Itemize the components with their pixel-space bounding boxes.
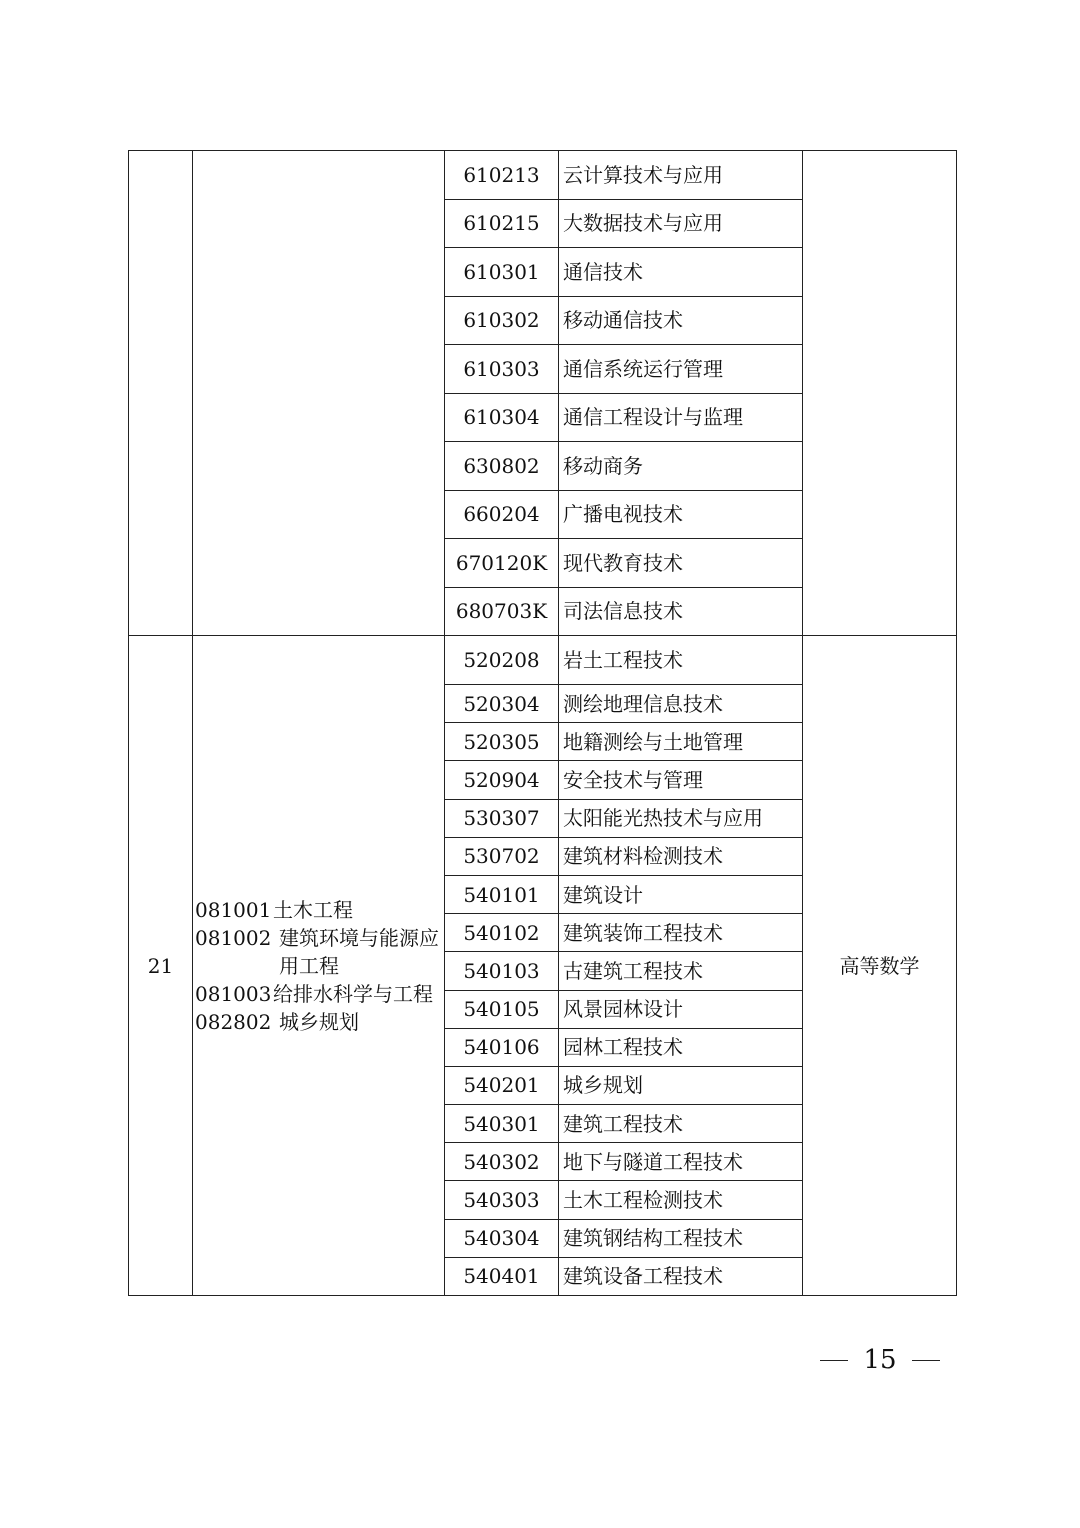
undergrad-major-name: 建筑环境与能源应用工程: [279, 925, 439, 978]
vocational-major-name: 建筑材料检测技术: [559, 837, 803, 875]
undergrad-major-code: 081001: [195, 897, 272, 922]
vocational-major-code: 540103: [445, 952, 559, 990]
page-number: 15: [863, 1345, 897, 1375]
vocational-major-name: 建筑装饰工程技术: [559, 914, 803, 952]
index-cell-continued: [129, 151, 193, 636]
vocational-major-code: 660204: [445, 490, 559, 539]
vocational-major-name: 大数据技术与应用: [559, 199, 803, 248]
vocational-major-name: 古建筑工程技术: [559, 952, 803, 990]
undergrad-majors-cell: [193, 636, 445, 1296]
vocational-major-code: 540303: [445, 1181, 559, 1219]
vocational-major-code: 520304: [445, 685, 559, 723]
vocational-major-code: 540304: [445, 1219, 559, 1257]
undergrad-major-code: 081003: [195, 981, 272, 1006]
vocational-major-code: 540301: [445, 1105, 559, 1143]
vocational-major-code: 540302: [445, 1143, 559, 1181]
vocational-major-name: 移动商务: [559, 442, 803, 491]
vocational-major-name: 通信系统运行管理: [559, 345, 803, 394]
vocational-major-name: 通信工程设计与监理: [559, 393, 803, 442]
vocational-major-code: 540101: [445, 875, 559, 913]
vocational-major-code: 610213: [445, 151, 559, 200]
footer-dash-left: [820, 1360, 848, 1361]
vocational-major-name: 地下与隧道工程技术: [559, 1143, 803, 1181]
vocational-major-code: 610303: [445, 345, 559, 394]
undergrad-major-name: 土木工程: [273, 897, 353, 922]
undergrad-major-item: [193, 1008, 444, 1036]
vocational-major-name: 测绘地理信息技术: [559, 685, 803, 723]
vocational-major-name: 岩土工程技术: [559, 636, 803, 685]
undergrad-major-name: 给排水科学与工程: [273, 981, 433, 1006]
vocational-major-code: 610215: [445, 199, 559, 248]
vocational-major-code: 530702: [445, 837, 559, 875]
table-row: [129, 151, 957, 200]
vocational-major-code: 520305: [445, 723, 559, 761]
vocational-major-code: 680703K: [445, 587, 559, 636]
vocational-major-code: 540102: [445, 914, 559, 952]
page-footer: [820, 1345, 940, 1375]
undergrad-major-item: [193, 924, 444, 980]
vocational-major-code: 670120K: [445, 539, 559, 588]
vocational-major-code: 520904: [445, 761, 559, 799]
undergrad-major-item: [193, 980, 444, 1008]
undergrad-major-code: 081002: [195, 925, 272, 950]
vocational-major-name: 城乡规划: [559, 1066, 803, 1104]
undergrad-major-name: 城乡规划: [279, 1009, 359, 1034]
vocational-major-code: 630802: [445, 442, 559, 491]
vocational-major-code: 610304: [445, 393, 559, 442]
vocational-major-name: 园林工程技术: [559, 1028, 803, 1066]
vocational-major-code: 610302: [445, 296, 559, 345]
vocational-major-name: 建筑工程技术: [559, 1105, 803, 1143]
vocational-major-name: 土木工程检测技术: [559, 1181, 803, 1219]
undergrad-major-code: 082802: [195, 1009, 272, 1034]
vocational-major-code: 540201: [445, 1066, 559, 1104]
vocational-major-name: 风景园林设计: [559, 990, 803, 1028]
vocational-major-code: 610301: [445, 248, 559, 297]
exam-subject-cell-continued: [803, 151, 957, 636]
vocational-major-code: 540401: [445, 1257, 559, 1295]
major-table-body: [129, 151, 957, 1296]
vocational-major-name: 建筑设计: [559, 875, 803, 913]
exam-subject-cell: 高等数学: [803, 636, 957, 1296]
vocational-major-name: 地籍测绘与土地管理: [559, 723, 803, 761]
vocational-major-code: 540105: [445, 990, 559, 1028]
vocational-major-code: 520208: [445, 636, 559, 685]
vocational-major-name: 现代教育技术: [559, 539, 803, 588]
vocational-major-name: 太阳能光热技术与应用: [559, 799, 803, 837]
vocational-major-name: 建筑钢结构工程技术: [559, 1219, 803, 1257]
vocational-major-name: 安全技术与管理: [559, 761, 803, 799]
index-cell: 21: [129, 636, 193, 1296]
vocational-major-name: 云计算技术与应用: [559, 151, 803, 200]
undergrad-cell-continued: [193, 151, 445, 636]
vocational-major-name: 广播电视技术: [559, 490, 803, 539]
vocational-major-code: 540106: [445, 1028, 559, 1066]
footer-dash-right: [912, 1360, 940, 1361]
vocational-major-name: 建筑设备工程技术: [559, 1257, 803, 1295]
major-table: [128, 150, 957, 1296]
vocational-major-name: 移动通信技术: [559, 296, 803, 345]
vocational-major-name: 司法信息技术: [559, 587, 803, 636]
vocational-major-name: 通信技术: [559, 248, 803, 297]
table-row: [129, 636, 957, 685]
undergrad-major-item: [193, 896, 444, 924]
vocational-major-code: 530307: [445, 799, 559, 837]
